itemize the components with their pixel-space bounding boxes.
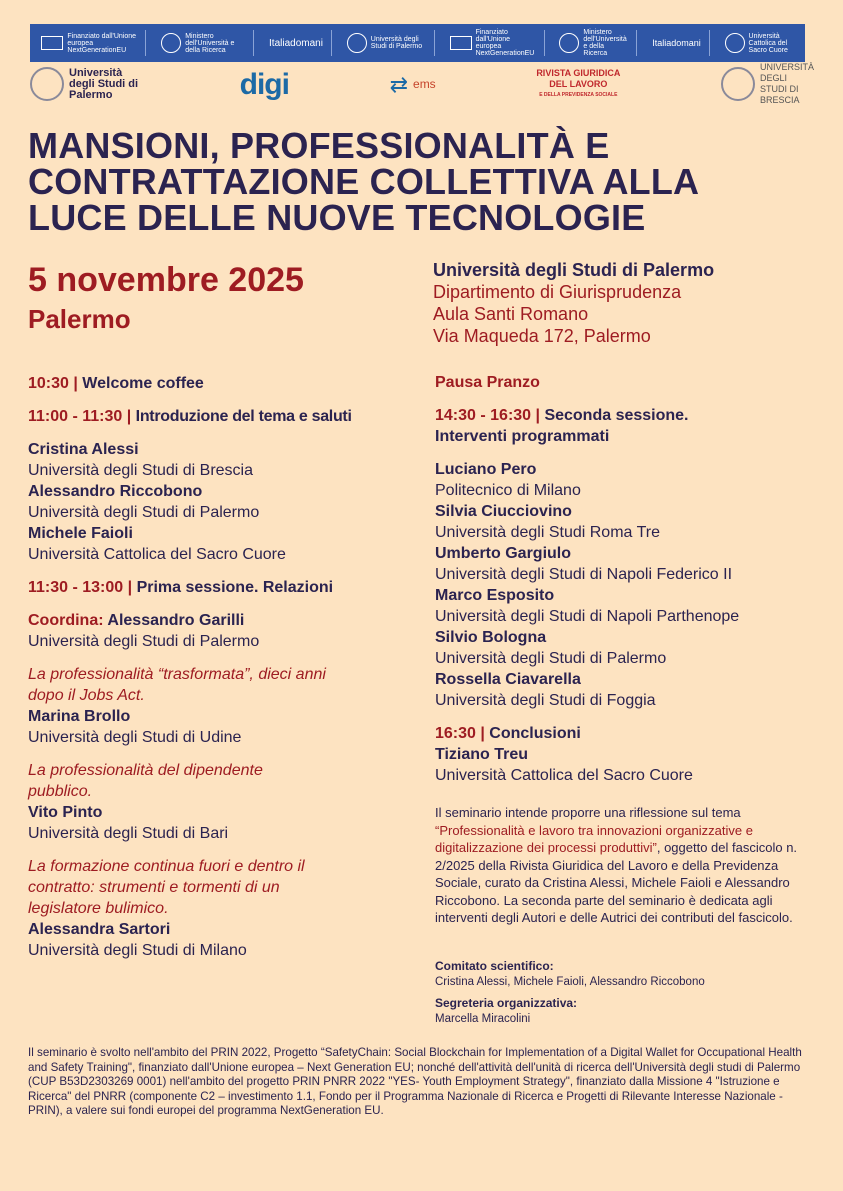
seal-icon: [721, 67, 755, 101]
committee: Comitato scientifico: Cristina Alessi, Michele Faioli, Alessandro Riccobono Segreteria organizzativa: Marcella Miracolini: [435, 959, 705, 1025]
rgl-logo: RIVISTA GIURIDICA DEL LAVORO E DELLA PREVIDENZA SOCIALE: [536, 67, 621, 98]
unibs-logo: UNIVERSITÀ DEGLI STUDI DI BRESCIA: [721, 62, 810, 106]
session-welcome: 10:30 | Welcome coffee: [28, 375, 204, 392]
event-date: 5 novembre 2025: [28, 261, 304, 299]
emblem-icon: [161, 33, 181, 53]
ems-logo: ⇄ ems: [389, 71, 436, 97]
event-title: MANSIONI, PROFESSIONALITÀ E CONTRATTAZIONE COLLETTIVA ALLA LUCE DELLE NUOVE TECNOLOGIE: [28, 125, 700, 238]
talk: La professionalità “trasformata”, dieci anni dopo il Jobs Act. Marina Brollo Università degli Studi di Udine: [28, 666, 326, 746]
unicatt-logo: Università Cattolica del Sacro Cuore: [717, 30, 802, 56]
chair: Coordina: Alessandro Garilli Università degli Studi di Palermo: [28, 612, 260, 650]
italiadomani-logo-2: Italiadomani: [644, 30, 710, 56]
sponsor-banner: [30, 24, 805, 62]
arrows-icon: ⇄: [389, 71, 409, 97]
event-city: Palermo: [28, 304, 131, 334]
program-left: [28, 373, 418, 973]
speakers-second: Luciano Pero Politecnico di Milano Silvia Ciucciovino Università degli Studi Roma Tre Umberto Gargiulo Università degli Studi di Napoli Federico II Marco Esposito Università degli Studi di Napoli Parthenope Silvio Bologna Università degli Studi di Palermo Rossella Ciavarella Università degli Studi di Foggia: [435, 461, 740, 709]
italiadomani-logo: Italiadomani: [261, 30, 332, 56]
digi-logo: digi: [239, 67, 289, 101]
talk: La professionalità del dipendente pubblico. Vito Pinto Università degli Studi di Bari: [28, 762, 263, 842]
talk: La formazione continua fuori e dentro il contratto: strumenti e tormenti di un legislatore bulimico. Alessandra Sartori Università degli Studi di Milano: [28, 858, 305, 959]
partner-logos: [30, 62, 814, 105]
mur-logo: Ministero dell'Università e della Ricerca: [153, 30, 254, 56]
unipa-logo: Università degli Studi di Palermo: [30, 67, 139, 101]
session-first: 11:30 - 13:00 | Prima sessione. Relazioni: [28, 579, 334, 596]
speakers-intro: Cristina Alessi Università degli Studi di Brescia Alessandro Riccobono Università degli Studi di Palermo Michele Faioli Università Cattolica del Sacro Cuore: [28, 441, 286, 563]
unipa-banner-logo: Università degli Studi di Palermo: [339, 30, 435, 56]
eu-logo-2: Finanziato dall'Unione europea NextGenerationEU: [442, 30, 545, 56]
seminar-description: Il seminario intende proporre una riflessione sul tema “Professionalità e lavoro tra innovazioni organizzative e digitalizzazione dei processi produttivi”, oggetto del fascicolo n. 2/2025 della Rivista Giuridica del Lavoro e della Previdenza Sociale, curato da Cristina Alessi, Michele Faioli e Alessandro Riccobono. La seconda parte del seminario è dedicata agli interventi degli Autori e delle Autrici dei contributi del fascicolo.: [435, 805, 798, 925]
lunch-break: Pausa Pranzo: [435, 374, 540, 391]
session-conclusions: 16:30 | Conclusioni Tiziano Treu Università Cattolica del Sacro Cuore: [435, 725, 693, 784]
seal-icon: [30, 67, 64, 101]
seal-icon: [347, 33, 367, 53]
eu-flag-icon: [450, 36, 472, 50]
session-second: 14:30 - 16:30 | Seconda sessione. Interventi programmati: [435, 407, 689, 445]
mur-logo-2: Ministero dell'Università e della Ricerca: [551, 30, 637, 56]
venue: Università degli Studi di Palermo Dipartimento di Giurisprudenza Aula Santi Romano Via Maqueda 172, Palermo: [433, 260, 715, 346]
funding-note: Il seminario è svolto nell'ambito del PRIN 2022, Progetto “SafetyChain: Social Blockchain for Implementation of a Digital Wallet for Occupational Health and Safety Training", finanziato dall'Unione europea – Next Generation EU; nonché dell'attività dell'unità di ricerca dell'Università degli studi di Palermo (CUP B53D2303269 0001) nell'ambito del progetto PRIN PNRR 2022 "YES- Youth Employment Strategy", finanziato dalla Missione 4 "Istruzione e Ricerca" del PNRR (componente C2 – investimento 1.1, Fondo per il Programma Nazionale di Ricerca e Progetti di Rilevante Interesse Nazionale - PRIN), a valere sui fondi europei del programma NextGeneration EU.: [28, 1046, 802, 1118]
emblem-icon: [559, 33, 579, 53]
eu-logo: Finanziato dall'Unione europea NextGenerationEU: [33, 30, 146, 56]
eu-flag-icon: [41, 36, 63, 50]
session-intro: 11:00 - 11:30 | Introduzione del tema e saluti: [28, 408, 352, 425]
seal-icon: [725, 33, 745, 53]
program-right: [435, 372, 825, 798]
